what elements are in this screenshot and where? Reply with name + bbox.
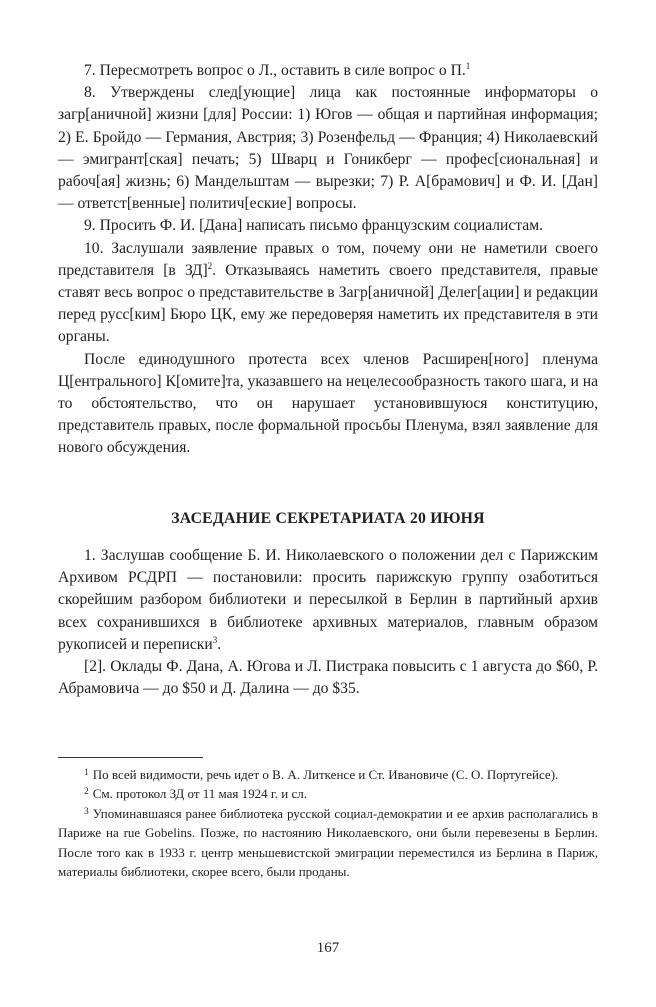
footnote-ref-2[interactable]: 2 [207,260,213,271]
footnotes [58,765,598,881]
section-heading: ЗАСЕДАНИЕ СЕКРЕТАРИАТА 20 ИЮНЯ [171,510,485,527]
footnote-ref-1[interactable]: 1 [465,61,471,71]
footnote-number: 1 [84,768,89,778]
section-paragraph-1: 1. Заслушав сообщение Б. И. Николаевского о положении дел с Парижским Архивом РСДРП — постановили: просить парижскую группу озаботиться скорейшим разбором библиотеки и пересылкой в Берлин в партийный архив всех сохранившихся в библиотеке архивных материалов, главным образом рукописей и переписки$^3$. [58,547,598,653]
paragraph-item-8: 8. Утверждены след[ующие] лица как постоянные информаторы о загр[аничной] жизни [для] России: 1) Югов — общая и партийная информация; 2) Е. Бройдо — Германия, Австрия; 3) Розенфельд — Франция; 4) Николаевский — эмигрант[ская] печать; 5) Шварц и Гоникберг — профес[сиональная] и рабоч[ая] жизнь; 6) Мандельштам — вырезки; 7) Р. А[брамович] и Ф. И. [Дан] — ответст[венные] политич[еские] вопросы. [58,84,598,213]
footnote-number: 3 [84,806,89,817]
footnote-2: $^2$ См. протокол ЗД от 11 мая 1924 г. и сл. [84,786,307,802]
footnote-number: 2 [84,787,89,798]
page-number: 167 [316,940,340,956]
paragraph-protest: После единодушного протеста всех членов Расширен[ного] пленума Ц[ентрального] К[омите]та, указавшего на нецелесообразность такого шага, и на то обстоятельство, что он нарушает установившуюся конституцию, представитель правых, после формальной просьбы Пленума, взял заявление для нового обсуждения. [58,350,598,457]
paragraph-item-9: 9. Просить Ф. И. [Дана] написать письмо французским социалистам. [84,217,543,235]
section-paragraph-2: [2]. Оклады Ф. Дана, А. Югова и Л. Пистрака повысить с 1 августа до $60, Р. Абрамовича — до $50 и Д. Далина — до $35. [58,658,598,698]
section-text [58,545,598,700]
footnote-1: $^1$ По всей видимости, речь идет о В. А. Литкенсе и Ст. Ивановиче (С. О. Португейсе). [84,767,559,782]
paragraph-item-10: 10. Заслушали заявление правых о том, почему они не наметили своего представителя [в ЗД]$^2$. Отказываясь наметить своего представителя, правые ставят весь вопрос о представительстве в Загр[аничной] Делег[ации] и редакции перед русс[ким] Бюро ЦК, ему же передоверяя наметить их представителя в эти органы. [58,239,598,346]
footnote-divider [58,757,203,758]
footnote-ref-3[interactable]: 3 [212,634,218,645]
paragraph-item-7: 7. Пересмотреть вопрос о Л., оставить в силе вопрос о П.$^1$ [84,61,471,79]
main-text [58,60,598,460]
footnote-3: $^3$ Упоминавшаяся ранее библиотека русской социал-демократии и ее архив располагались в Париже на rue Gobelins. Позже, по настоянию Николаевского, они были перевезены в Берлин. После того как в 1933 г. центр меньшевистской эмиграции переместился из Берлина в Париж, материалы библиотеки, скорее всего, были проданы. [58,805,598,880]
